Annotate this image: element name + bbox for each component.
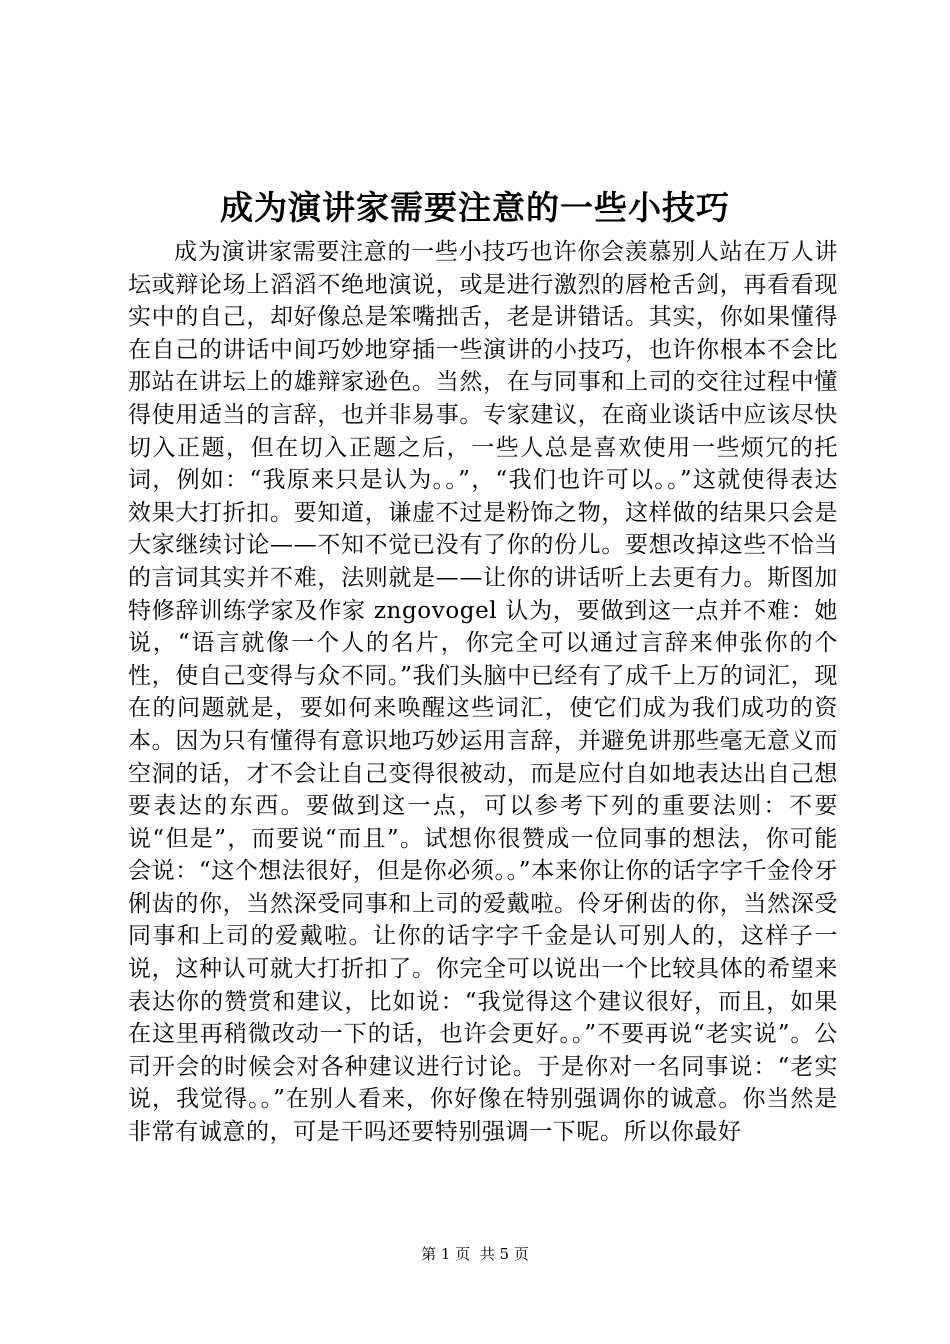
document-title: 成为演讲家需要注意的一些小技巧: [220, 188, 730, 227]
document-body-paragraph: 成为演讲家需要注意的一些小技巧也许你会羡慕别人站在万人讲坛或辩论场上滔滔不绝地演说，或是进行激烈的唇枪舌剑，再看看现实中的自己，却好像总是笨嘴拙舌，老是讲错话。其实，你如果懂得在自己的讲话中间巧妙地穿插一些演讲的小技巧，也许你根本不会比那站在讲坛上的雄辩家逊色。当然，在与同事和上司的交往过程中懂得使用适当的言辞，也并非易事。专家建议，在商业谈话中应该尽快切入正题，但在切入正题之后，一些人总是喜欢使用一些烦冗的托词，例如：“我原来只是认为。。”，“我们也许可以。。”这就使得表达效果大打折扣。要知道，谦虚不过是粉饰之物，这样做的结果只会是大家继续讨论——不知不觉已没有了你的份儿。要想改掉这些不恰当的言词其实并不难，法则就是——让你的讲话听上去更有力。斯图加特修辞训练学家及作家 zngovogel 认为，要做到这一点并不难：她说，“语言就像一个人的名片，你完全可以通过言辞来伸张你的个性，使自己变得与众不同。”我们头脑中已经有了成千上万的词汇，现在的问题就是，要如何来唤醒这些词汇，使它们成为我们成功的资本。因为只有懂得有意识地巧妙运用言辞，并避免讲那些毫无意义而空洞的话，才不会让自己变得很被动，而是应付自如地表达出自己想要表达的东西。要做到这一点，可以参考下列的重要法则：不要说“但是”，而要说“而且”。试想你很赞成一位同事的想法，你可能会说：“这个想法很好，但是你必须。。”本来你让你的话字字千金伶牙俐齿的你，当然深受同事和上司的爱戴啦。伶牙俐齿的你，当然深受同事和上司的爱戴啦。让你的话字字千金是认可别人的，这样子一说，这种认可就大打折扣了。你完全可以说出一个比较具体的希望来表达你的赞赏和建议，比如说：“我觉得这个建议很好，而且，如果在这里再稍微改动一下的话，也许会更好。。”不要再说“老实说”。公司开会的时候会对各种建议进行讨论。于是你对一名同事说：“老实说，我觉得。。”在别人看来，你好像在特别强调你的诚意。你当然是非常有诚意的，可是干吗还要特别强调一下呢。所以你最好: [128, 239, 838, 1146]
page-number-footer: 第 1 页 共 5 页: [421, 1245, 529, 1263]
